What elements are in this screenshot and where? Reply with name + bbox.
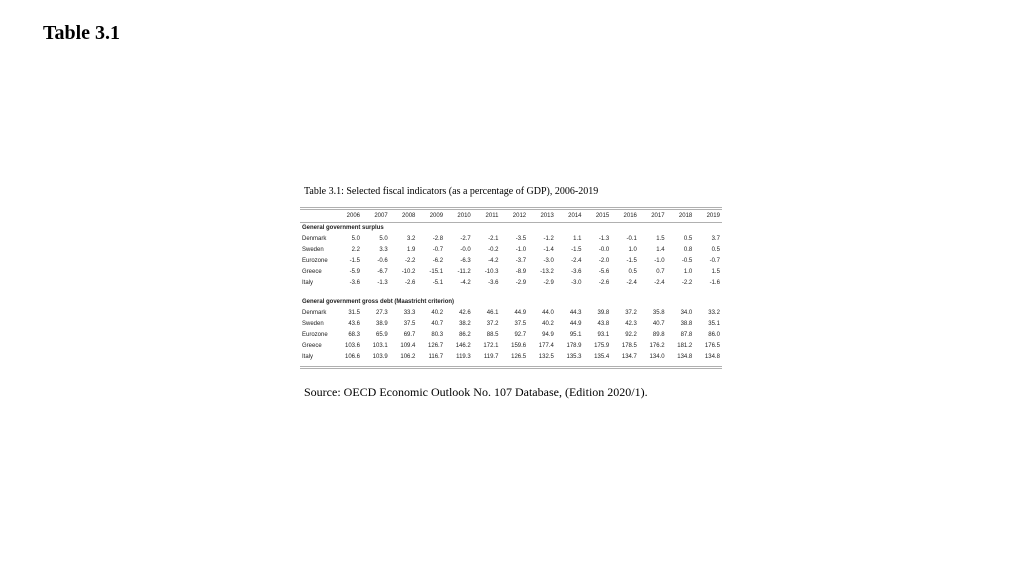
- table-cell: -3.7: [515, 257, 527, 264]
- year-header-2012: 2012: [512, 212, 527, 219]
- table-cell: 43.6: [348, 320, 360, 327]
- table-cell: 1.0: [628, 246, 637, 253]
- table-cell: -13.2: [540, 268, 554, 275]
- table-cell: -3.6: [488, 279, 499, 286]
- table-cell: -2.7: [460, 235, 471, 242]
- year-header-2017: 2017: [651, 212, 665, 219]
- table-cell: -1.3: [377, 279, 388, 286]
- table-cell: 0.7: [656, 268, 665, 275]
- table-cell: 2.2: [351, 246, 360, 253]
- table-cell: 31.5: [348, 309, 360, 316]
- table-cell: 44.9: [514, 309, 527, 316]
- table-cell: -2.6: [405, 279, 416, 286]
- table-cell: -0.0: [598, 246, 610, 253]
- table-cell: -10.2: [401, 268, 416, 275]
- table-cell: -3.5: [515, 235, 527, 242]
- table-cell: -6.3: [460, 257, 471, 264]
- table-cell: 1.5: [711, 268, 720, 275]
- table-cell: 134.7: [621, 353, 637, 360]
- table-cell: 176.5: [704, 342, 720, 349]
- table-cell: -2.0: [598, 257, 610, 264]
- table-cell: 80.3: [431, 331, 444, 338]
- table-cell: 35.8: [652, 309, 665, 316]
- table-cell: 126.5: [511, 353, 527, 360]
- table-cell: -0.1: [626, 235, 637, 242]
- table-cell: 116.7: [428, 353, 444, 360]
- row-values: [335, 280, 722, 286]
- year-header-2014: 2014: [568, 212, 582, 219]
- table-cell: 93.1: [597, 331, 610, 338]
- table-cell: 44.0: [542, 309, 554, 316]
- table-cell: 33.2: [708, 309, 720, 316]
- table-cell: 43.8: [597, 320, 610, 327]
- table-cell: 38.8: [680, 320, 693, 327]
- table-cell: -0.7: [709, 257, 720, 264]
- year-header-2015: 2015: [595, 212, 610, 219]
- table-cell: -2.4: [654, 279, 665, 286]
- table-cell: 181.2: [677, 342, 693, 349]
- table-cell: 46.1: [486, 309, 499, 316]
- table-cell: 40.2: [431, 309, 444, 316]
- table-cell: -1.5: [349, 257, 360, 264]
- table-row: [300, 233, 722, 244]
- table-cell: 3.7: [711, 235, 720, 242]
- table-cell: -2.9: [543, 279, 554, 286]
- table-cell: 38.9: [376, 320, 388, 327]
- table-bottom-rule-outer: [300, 368, 722, 369]
- table-cell: 1.5: [656, 235, 665, 242]
- table-cell: -1.2: [543, 235, 554, 242]
- table-cell: 89.8: [652, 331, 665, 338]
- table-cell: 172.1: [483, 342, 499, 349]
- row-label: Denmark: [302, 309, 327, 316]
- year-header-2010: 2010: [457, 212, 471, 219]
- row-values: [335, 247, 722, 253]
- table-cell: 68.3: [348, 331, 360, 338]
- row-values: [335, 321, 722, 327]
- table-cell: -11.2: [457, 268, 471, 275]
- table-cell: 106.2: [400, 353, 416, 360]
- row-values: [335, 332, 722, 338]
- table-cell: -10.3: [484, 268, 499, 275]
- row-label: Eurozone: [302, 331, 328, 338]
- table-cell: 1.4: [656, 246, 665, 253]
- slide-title: Table 3.1: [43, 22, 121, 44]
- row-label: Sweden: [302, 246, 324, 253]
- table-row: [300, 329, 722, 340]
- table-header-row: [300, 209, 722, 222]
- table-cell: -0.2: [488, 246, 499, 253]
- table-cell: -4.2: [488, 257, 499, 264]
- row-values: [335, 343, 722, 349]
- section-spacer: [300, 288, 722, 296]
- table-cell: -1.5: [626, 257, 637, 264]
- table-cell: -2.4: [626, 279, 637, 286]
- table-cell: 134.0: [649, 353, 665, 360]
- table-cell: -3.0: [571, 279, 582, 286]
- table-cell: 35.1: [708, 320, 720, 327]
- table-cell: 0.5: [711, 246, 720, 253]
- table-cell: 1.0: [683, 268, 693, 275]
- table-cell: 37.2: [486, 320, 499, 327]
- table-cell: -0.0: [460, 246, 471, 253]
- table-cell: 178.9: [566, 342, 582, 349]
- table-row: [300, 340, 722, 351]
- year-header-2008: 2008: [402, 212, 416, 219]
- table-cell: 34.0: [680, 309, 693, 316]
- table-cell: -1.5: [571, 246, 582, 253]
- table-cell: -2.1: [488, 235, 499, 242]
- table-cell: 5.0: [379, 235, 388, 242]
- table-bottom-rule: [300, 366, 722, 367]
- year-header-2009: 2009: [429, 212, 444, 219]
- table-cell: 44.3: [569, 309, 582, 316]
- table-cell: 40.7: [431, 320, 444, 327]
- table-cell: 37.2: [625, 309, 637, 316]
- table-cell: -8.9: [515, 268, 527, 275]
- table-cell: -2.2: [681, 279, 693, 286]
- table-cell: 39.8: [597, 309, 610, 316]
- table-cell: 3.2: [407, 235, 416, 242]
- table-cell: 0.5: [683, 235, 693, 242]
- table-body: [300, 222, 722, 362]
- table-cell: 95.1: [569, 331, 582, 338]
- table-cell: -1.0: [515, 246, 527, 253]
- table-cell: 106.6: [344, 353, 360, 360]
- table-cell: -2.2: [405, 257, 416, 264]
- table-cell: -1.0: [654, 257, 665, 264]
- table-cell: 119.7: [483, 353, 499, 360]
- table-row: [300, 277, 722, 288]
- table-cell: -4.2: [460, 279, 471, 286]
- table-row: [300, 266, 722, 277]
- row-label: Sweden: [302, 320, 324, 327]
- table-cell: 1.1: [573, 235, 582, 242]
- year-header-2011: 2011: [485, 212, 499, 219]
- row-values: [335, 269, 722, 275]
- row-label: Italy: [302, 279, 314, 286]
- table-cell: 177.4: [538, 342, 554, 349]
- table-cell: -2.9: [515, 279, 527, 286]
- table-cell: 132.5: [538, 353, 554, 360]
- table-cell: 175.9: [594, 342, 610, 349]
- table-cell: 176.2: [649, 342, 665, 349]
- row-values: [335, 354, 722, 360]
- table-cell: -1.6: [709, 279, 720, 286]
- table-cell: 40.7: [652, 320, 665, 327]
- table-cell: 69.7: [403, 331, 416, 338]
- row-label: Greece: [302, 342, 322, 349]
- year-header-2007: 2007: [374, 212, 388, 219]
- table-cell: 86.0: [708, 331, 720, 338]
- table-cell: -2.4: [571, 257, 582, 264]
- year-header-2018: 2018: [678, 212, 693, 219]
- table-cell: 0.8: [683, 246, 693, 253]
- table-cell: 134.8: [677, 353, 693, 360]
- row-values: [335, 258, 722, 264]
- table-cell: -2.8: [432, 235, 444, 242]
- table-row: [300, 318, 722, 329]
- table-cell: 86.2: [459, 331, 471, 338]
- table-caption: Table 3.1: Selected fiscal indicators (as a percentage of GDP), 2006-2019: [304, 186, 599, 197]
- year-header-2016: 2016: [623, 212, 637, 219]
- table-cell: 42.3: [625, 320, 637, 327]
- table-cell: 1.9: [407, 246, 416, 253]
- table-cell: -0.5: [681, 257, 693, 264]
- row-label: Italy: [302, 353, 314, 360]
- table-cell: 126.7: [428, 342, 444, 349]
- table-cell: -6.2: [432, 257, 444, 264]
- table-cell: 92.2: [625, 331, 637, 338]
- section-heading: General government gross debt (Maastricht criterion): [302, 298, 455, 305]
- table-cell: -3.0: [543, 257, 554, 264]
- table-cell: 65.9: [376, 331, 388, 338]
- table-cell: 44.9: [569, 320, 582, 327]
- row-values: [335, 310, 722, 316]
- row-label: Greece: [302, 268, 322, 275]
- table-row: [300, 244, 722, 255]
- table-cell: 103.6: [344, 342, 360, 349]
- fiscal-indicators-table: [300, 209, 722, 362]
- table-cell: -0.7: [432, 246, 444, 253]
- table-cell: -5.9: [349, 268, 360, 275]
- year-header-2013: 2013: [540, 212, 554, 219]
- table-cell: -2.6: [598, 279, 610, 286]
- header-year-cells: [335, 213, 722, 219]
- table-cell: 103.9: [372, 353, 388, 360]
- table-cell: 135.4: [594, 353, 610, 360]
- table-cell: 40.2: [542, 320, 554, 327]
- source-note: Source: OECD Economic Outlook No. 107 Database, (Edition 2020/1).: [304, 385, 648, 399]
- table-cell: 119.3: [456, 353, 471, 360]
- year-header-2006: 2006: [346, 212, 360, 219]
- table-cell: 37.5: [403, 320, 416, 327]
- table-cell: 146.2: [455, 342, 471, 349]
- table-cell: -5.1: [432, 279, 444, 286]
- row-label: Eurozone: [302, 257, 328, 264]
- section-heading: General government surplus: [302, 224, 384, 231]
- row-label: Denmark: [302, 235, 327, 242]
- table-cell: 27.3: [376, 309, 388, 316]
- row-values: [335, 236, 722, 242]
- table-cell: 37.5: [514, 320, 527, 327]
- table-cell: -0.6: [377, 257, 388, 264]
- table-row: [300, 307, 722, 318]
- table-cell: -1.4: [543, 246, 554, 253]
- year-header-2019: 2019: [706, 212, 720, 219]
- table-cell: 33.3: [403, 309, 416, 316]
- table-row: [300, 255, 722, 266]
- table-cell: 0.5: [628, 268, 637, 275]
- table-cell: 109.4: [400, 342, 416, 349]
- table-cell: -1.3: [598, 235, 610, 242]
- table-cell: 87.8: [680, 331, 693, 338]
- table-cell: 88.5: [486, 331, 499, 338]
- table-cell: 178.5: [621, 342, 637, 349]
- table-cell: 5.0: [351, 235, 360, 242]
- table-cell: -15.1: [429, 268, 444, 275]
- table-row: [300, 351, 722, 362]
- table-cell: 134.8: [704, 353, 720, 360]
- table-cell: -6.7: [377, 268, 388, 275]
- table-cell: -3.6: [571, 268, 582, 275]
- table-cell: -3.6: [349, 279, 360, 286]
- table-cell: -5.6: [598, 268, 610, 275]
- table-cell: 103.1: [372, 342, 388, 349]
- table-cell: 38.2: [459, 320, 471, 327]
- table-cell: 3.3: [379, 246, 388, 253]
- table-cell: 94.9: [542, 331, 554, 338]
- table-top-rule: [300, 207, 722, 208]
- table-cell: 135.3: [566, 353, 582, 360]
- table-cell: 42.6: [459, 309, 471, 316]
- table-cell: 159.6: [511, 342, 527, 349]
- table-cell: 92.7: [514, 331, 527, 338]
